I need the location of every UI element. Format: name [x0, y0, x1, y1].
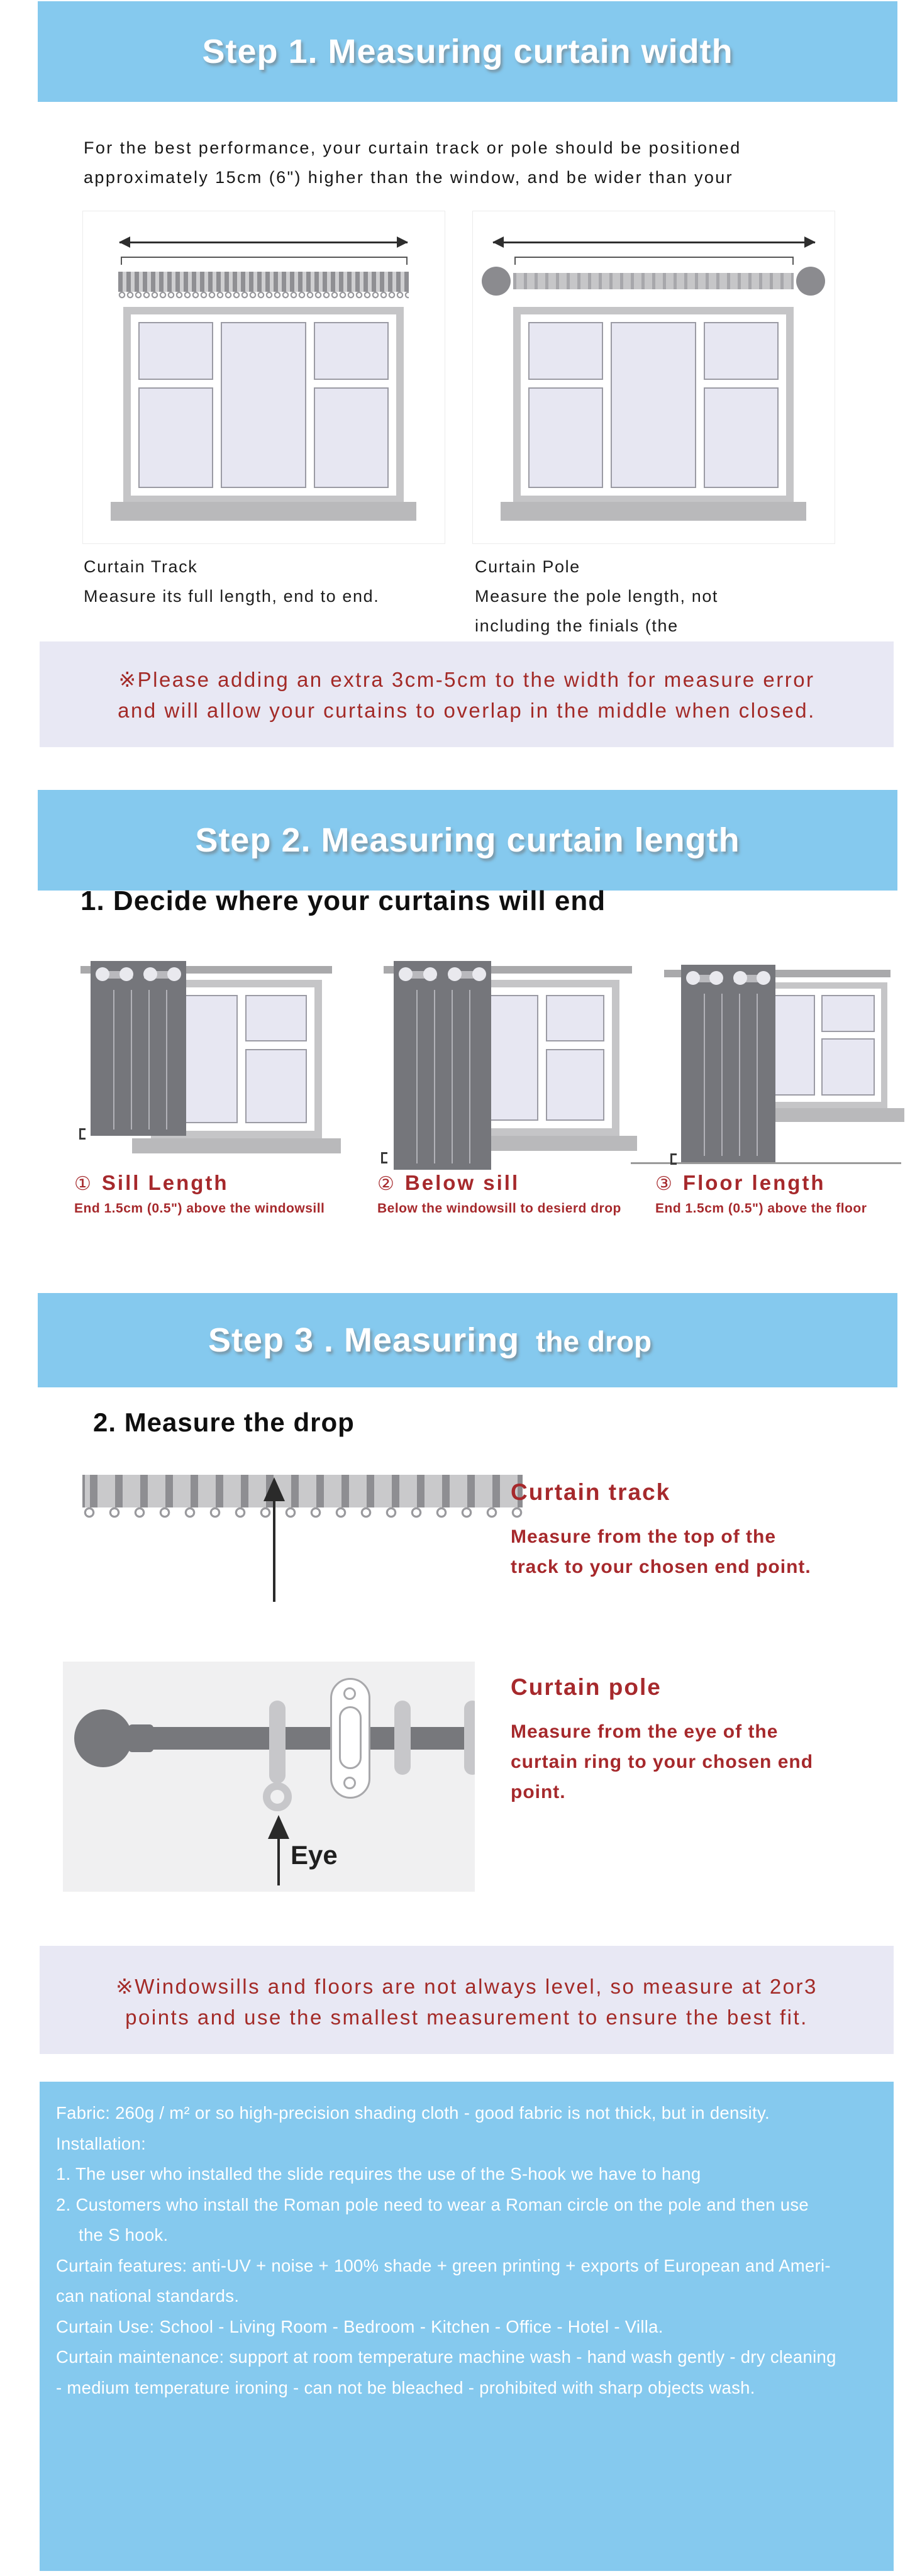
arrow-shaft [273, 1496, 275, 1602]
caption-title-row [377, 1171, 621, 1195]
curtain-folds [97, 990, 180, 1130]
end-point-bracket [79, 1128, 86, 1140]
info-line: the S hook. [79, 2225, 169, 2245]
width-note-line2: and will allow your curtains to overlap in the middle when closed. [118, 699, 816, 722]
window-right-column [704, 322, 779, 488]
step1-banner [38, 1, 897, 102]
window-pane [245, 1049, 307, 1123]
window-right-column [314, 322, 389, 488]
info-line: Curtain features: anti-UV + noise + 100% shade + green printing + exports of European and Ameri- [56, 2255, 831, 2275]
curtain-pole-body [511, 1717, 813, 1807]
screw-hole-icon [343, 1687, 356, 1700]
grommet-icon [709, 971, 723, 985]
curtain-pole-line2: curtain ring to your chosen end [511, 1752, 814, 1772]
drop-note-line1: ※Windowsills and floors are not always level, so measure at 2or3 [116, 1975, 818, 1998]
curtain-track-line1: Measure from the top of the [511, 1526, 777, 1547]
windowsill [132, 1138, 341, 1153]
track-bar [118, 272, 409, 292]
curtain-track-body [511, 1522, 811, 1582]
floor-length-figure [646, 961, 898, 1178]
grommet-icon [733, 971, 747, 985]
grommets [394, 966, 491, 982]
width-note-line1: ※Please adding an extra 3cm-5cm to the width for measure error [118, 668, 815, 691]
grommet-icon [96, 967, 109, 981]
curtain-track-title: Curtain track [511, 1479, 671, 1505]
window-pane [821, 995, 875, 1032]
curtain-ring [269, 1701, 286, 1784]
bracket-slot [339, 1706, 362, 1769]
track-caption [84, 552, 379, 611]
window-pane [221, 322, 307, 488]
grommet-icon [399, 967, 413, 981]
window-right-column [821, 995, 875, 1096]
eye-label: Eye [291, 1840, 338, 1870]
window-pane [138, 322, 213, 380]
grommet-icon [423, 967, 437, 981]
pole-drop-diagram [63, 1662, 475, 1892]
window-left-column [138, 322, 213, 488]
end-point-bracket [381, 1152, 387, 1163]
info-line: 2. Customers who install the Roman pole need to wear a Roman circle on the pole and then use [56, 2194, 809, 2214]
caption-title: Floor length [682, 1171, 826, 1194]
window-pane [314, 387, 389, 488]
end-point-bracket [670, 1153, 677, 1165]
curtain-panel [394, 961, 491, 1170]
info-line: Curtain Use: School - Living Room - Bedroom - Kitchen - Office - Hotel - Villa. [56, 2316, 663, 2336]
curtain-track-line2: track to your chosen end point. [511, 1557, 811, 1577]
grommets [91, 966, 186, 982]
width-arrow-icon [493, 242, 815, 243]
step1-intro-line1: For the best performance, your curtain track or pole should be positioned [84, 138, 741, 157]
curtain-track-diagram [82, 211, 445, 544]
wall-bracket [330, 1678, 370, 1799]
step2-banner-title: Step 2. Measuring curtain length [195, 821, 740, 859]
window-pane [611, 322, 697, 488]
track-rings [118, 291, 409, 301]
caption-title-row [74, 1171, 325, 1195]
pole-bar [151, 1727, 475, 1750]
caption-title-row [655, 1171, 867, 1195]
pole-finial-right [796, 267, 825, 296]
curtain-folds [400, 990, 485, 1163]
info-line: Installation: [56, 2133, 147, 2153]
windowsill [111, 502, 416, 521]
curtain-ring [394, 1701, 411, 1775]
pole-bar [513, 273, 794, 289]
curtain-panel [681, 965, 775, 1162]
width-note [40, 641, 894, 747]
window-pane [138, 387, 213, 488]
window-frame [131, 314, 396, 496]
product-info-box [40, 2082, 894, 2571]
step3-heading: 2. Measure the drop [93, 1407, 355, 1437]
info-line: can national standards. [56, 2286, 240, 2306]
window-frame [521, 314, 786, 496]
caption-title: Sill Length [101, 1171, 229, 1194]
ring-eye [263, 1782, 292, 1811]
grommet-icon [686, 971, 700, 985]
window-pane [704, 322, 779, 380]
curtain-pole-text [511, 1674, 813, 1807]
step1-intro [84, 133, 741, 192]
sill-length-caption [74, 1171, 325, 1216]
curtain-track-text [511, 1479, 811, 1582]
curtain-pole-line1: Measure from the eye of the [511, 1721, 779, 1742]
measure-bracket [121, 257, 408, 265]
curtain-pole-line3: point. [511, 1782, 566, 1802]
pole-caption-title: Curtain Pole [475, 557, 580, 576]
window-pane [528, 322, 603, 380]
grommet-icon [448, 967, 462, 981]
drop-note [40, 1946, 894, 2054]
floor-length-caption [655, 1171, 867, 1216]
step3-banner-title: Step 3 . Measuring [208, 1321, 520, 1359]
track-caption-title: Curtain Track [84, 557, 198, 576]
windowsill [501, 502, 806, 521]
step1-banner-title: Step 1. Measuring curtain width [202, 33, 733, 70]
curtain-folds [687, 994, 769, 1156]
grommet-icon [167, 967, 181, 981]
window-right-column [546, 995, 604, 1121]
window [513, 307, 794, 503]
window-pane [245, 995, 307, 1041]
track-rings [82, 1506, 523, 1521]
window-pane [314, 322, 389, 380]
below-sill-figure [376, 961, 640, 1178]
info-line: Curtain maintenance: support at room temperature machine wash - hand wash gently - dry cleaning [56, 2347, 836, 2367]
screw-hole-icon [343, 1777, 356, 1789]
caption-desc: End 1.5cm (0.5") above the floor [655, 1201, 867, 1216]
grommet-icon [119, 967, 133, 981]
track-caption-body: Measure its full length, end to end. [84, 587, 380, 606]
info-line: 1. The user who installed the slide requires the use of the S-hook we have to hang [56, 2164, 701, 2184]
step3-banner-subtitle: the drop [536, 1325, 652, 1358]
circled-number: ① [74, 1174, 93, 1194]
step3-banner [38, 1293, 897, 1387]
grommet-icon [143, 967, 157, 981]
pole-caption-body-line2: including the finials (the [475, 616, 679, 635]
pole-neck [128, 1724, 153, 1752]
width-arrow-icon [119, 242, 408, 243]
info-line: Fabric: 260g / m² or so high-precision shading cloth - good fabric is not thick, but in density. [56, 2103, 770, 2123]
caption-desc: Below the windowsill to desierd drop [377, 1201, 621, 1216]
window-left-column [528, 322, 603, 488]
curtain-pole-title: Curtain pole [511, 1674, 662, 1700]
pole-caption [475, 552, 718, 641]
caption-title: Below sill [404, 1171, 520, 1194]
sill-length-figure [62, 961, 351, 1178]
step2-banner [38, 790, 897, 891]
curtain-panel [91, 961, 186, 1136]
curtain-pole-diagram [472, 211, 835, 544]
circled-number: ③ [655, 1174, 674, 1194]
window-pane [546, 1049, 604, 1121]
window [123, 307, 404, 503]
curtain-ring [464, 1701, 475, 1775]
eye-arrow-icon [268, 1815, 289, 1839]
window-pane [546, 995, 604, 1041]
pole-finial [74, 1709, 132, 1767]
pole-caption-body-line1: Measure the pole length, not [475, 587, 719, 606]
window-pane [528, 387, 603, 488]
caption-desc: End 1.5cm (0.5") above the windowsill [74, 1201, 325, 1216]
step3-banner-group [208, 1321, 652, 1360]
step1-intro-line2: approximately 15cm (6") higher than the window, and be wider than your [84, 168, 734, 187]
window-right-column [245, 995, 307, 1123]
up-arrow-icon [264, 1477, 285, 1501]
drop-note-line2: points and use the smallest measurement to ensure the best fit. [125, 2006, 808, 2029]
arrow-shaft [277, 1834, 280, 1885]
measure-bracket [514, 257, 794, 265]
grommets [681, 970, 775, 986]
below-sill-caption [377, 1171, 621, 1216]
circled-number: ② [377, 1174, 396, 1194]
step2-heading: 1. Decide where your curtains will end [80, 886, 606, 916]
track-drop-diagram [82, 1475, 523, 1604]
grommet-icon [472, 967, 486, 981]
track-bar [82, 1475, 523, 1507]
pole-finial-left [482, 267, 511, 296]
grommet-icon [757, 971, 770, 985]
window-pane [821, 1038, 875, 1096]
window-pane [704, 387, 779, 488]
info-line: - medium temperature ironing - can not be bleached - prohibited with sharp objects wash. [56, 2377, 755, 2397]
